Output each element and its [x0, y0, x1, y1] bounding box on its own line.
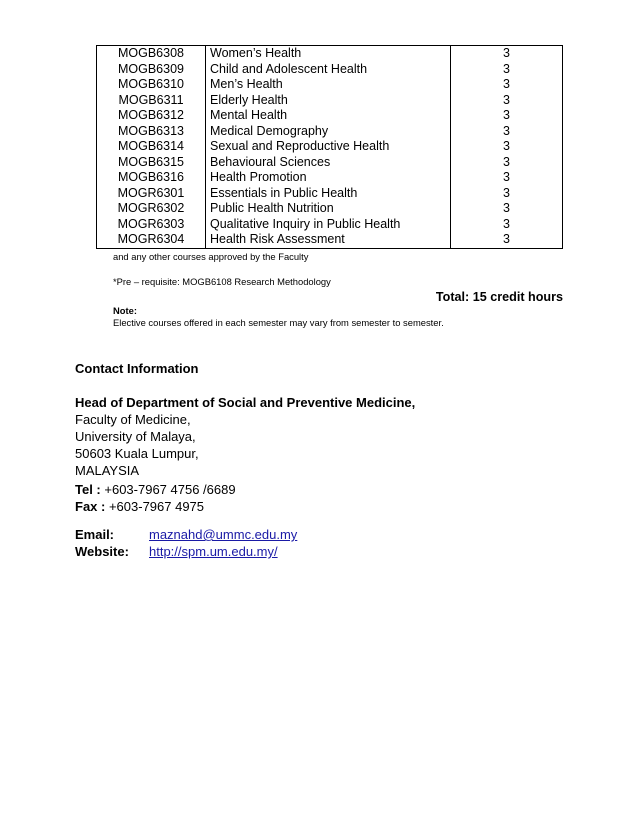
table-row: [97, 93, 563, 109]
table-row: [97, 108, 563, 124]
table-row: [97, 155, 563, 171]
course-credits: 3: [451, 170, 563, 186]
course-name: Women’s Health: [206, 46, 451, 62]
total-credit-hours: Total: 15 credit hours: [435, 290, 563, 304]
table-row: [97, 201, 563, 217]
course-code: MOGB6311: [97, 93, 206, 109]
fax-label: Fax :: [75, 499, 106, 514]
table-row: [97, 77, 563, 93]
approved-courses-note: and any other courses approved by the Faculty: [113, 251, 309, 262]
course-code: MOGB6315: [97, 155, 206, 171]
course-code: MOGR6301: [97, 186, 206, 202]
course-credits: 3: [451, 93, 563, 109]
course-table: [96, 45, 563, 249]
note-heading: Note:: [113, 305, 137, 316]
course-name: Public Health Nutrition: [206, 201, 451, 217]
address-block: [75, 394, 415, 479]
course-credits: 3: [451, 108, 563, 124]
course-code: MOGB6310: [97, 77, 206, 93]
address-line-city: 50603 Kuala Lumpur,: [75, 446, 199, 461]
table-row: [97, 62, 563, 78]
head-of-department-title: Head of Department of Social and Preventive Medicine,: [75, 395, 416, 410]
table-row: [97, 170, 563, 186]
course-name: Child and Adolescent Health: [206, 62, 451, 78]
course-credits: 3: [451, 124, 563, 140]
course-credits: 3: [451, 139, 563, 155]
course-name: Elderly Health: [206, 93, 451, 109]
course-code: MOGR6302: [97, 201, 206, 217]
course-credits: 3: [451, 155, 563, 171]
phone-block: [75, 481, 236, 515]
course-code: MOGB6313: [97, 124, 206, 140]
address-line-university: University of Malaya,: [75, 429, 196, 444]
course-name: Sexual and Reproductive Health: [206, 139, 451, 155]
website-label: Website:: [75, 544, 129, 559]
note-text: Elective courses offered in each semester may vary from semester to semester.: [113, 317, 444, 328]
fax-row: [75, 498, 236, 515]
course-credits: 3: [451, 186, 563, 202]
fax-value: +603-7967 4975: [105, 499, 205, 514]
table-row: [97, 186, 563, 202]
course-name: Men’s Health: [206, 77, 451, 93]
course-table-body: [97, 46, 563, 249]
course-credits: 3: [451, 77, 563, 93]
course-credits: 3: [451, 62, 563, 78]
contact-heading: Contact Information: [75, 361, 199, 376]
links-block: [75, 526, 297, 560]
website-link[interactable]: http://spm.um.edu.my/: [149, 544, 278, 559]
telephone-row: [75, 481, 236, 498]
email-link[interactable]: maznahd@ummc.edu.my: [149, 527, 298, 542]
course-code: MOGB6314: [97, 139, 206, 155]
table-row: [97, 217, 563, 233]
course-name: Qualitative Inquiry in Public Health: [206, 217, 451, 233]
course-name: Behavioural Sciences: [206, 155, 451, 171]
address-line-faculty: Faculty of Medicine,: [75, 412, 191, 427]
course-name: Mental Health: [206, 108, 451, 124]
course-credits: 3: [451, 217, 563, 233]
course-code: MOGB6316: [97, 170, 206, 186]
table-row: [97, 124, 563, 140]
course-credits: 3: [451, 232, 563, 248]
table-row: [97, 232, 563, 248]
course-name: Essentials in Public Health: [206, 186, 451, 202]
course-code: MOGB6308: [97, 46, 206, 62]
course-code: MOGB6309: [97, 62, 206, 78]
prerequisite-note: *Pre – requisite: MOGB6108 Research Methodology: [113, 276, 331, 287]
course-code: MOGB6312: [97, 108, 206, 124]
course-name: Medical Demography: [206, 124, 451, 140]
course-code: MOGR6304: [97, 232, 206, 248]
table-row: [97, 139, 563, 155]
telephone-label: Tel :: [75, 482, 101, 497]
email-row: [75, 526, 297, 543]
course-name: Health Promotion: [206, 170, 451, 186]
address-line-country: MALAYSIA: [75, 463, 140, 478]
course-credits: 3: [451, 201, 563, 217]
telephone-value: +603-7967 4756 /6689: [100, 482, 236, 497]
course-code: MOGR6303: [97, 217, 206, 233]
course-credits: 3: [451, 46, 563, 62]
website-row: [75, 543, 297, 560]
table-row: [97, 46, 563, 62]
email-label: Email:: [75, 527, 115, 542]
course-name: Health Risk Assessment: [206, 232, 451, 248]
